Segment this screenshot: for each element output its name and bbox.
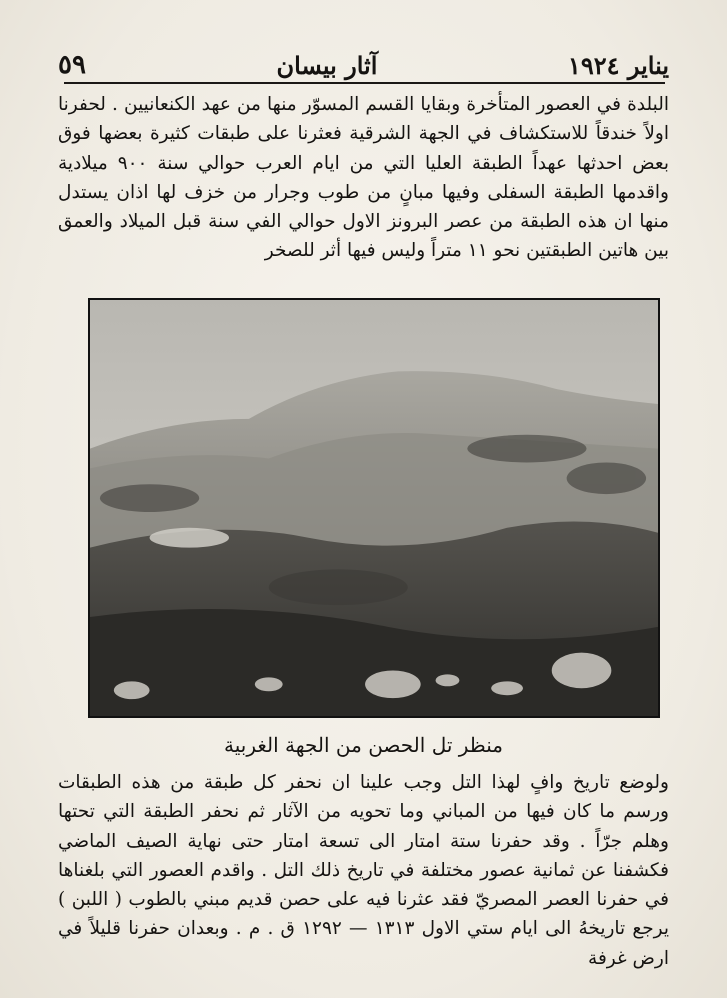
header-rule (64, 82, 665, 84)
landscape-photo-image (90, 300, 658, 716)
bottom-paragraph: ولوضع تاريخ وافٍ لهذا التل وجب علينا ان نحفر كل طبقة من هذه الطبقات ورسم ما كان فيها من المباني وما تحويه من الآثار ثم نحفر الطبقة التي تحتها وهلم جرّاً . وقد حفرنا ستة امتار الى تسعة امتار حتى نهاية الصيف الماضي فكشفنا عن ثمانية عصور مختلفة في تاريخ ذلك التل . واقدم العصور التي بلغناها في حفرنا العصر المصريّ فقد عثرنا فيه على حصن قديم مبني بالطوب ( اللبن ) يرجع تاريخهُ الى ايام ستي الاول ١٣١٣ — ١٢٩٢ ق . م . وبعدان حفرنا قليلاً في ارض غرفة (58, 772, 670, 969)
top-text-block (58, 90, 669, 266)
top-paragraph: البلدة في العصور المتأخرة وبقايا القسم المسوّر منها من عهد الكنعانيين . لحفرنا اولاً خندقاً للاستكشاف في الجهة الشرقية فعثرنا على طبقات كثيرة بعضها فوق بعض احدثها عهداً الطبقة العليا التي من ايام العرب حوالي سنة ٩٠٠ ميلادية واقدمها الطبقة السفلى وفيها مبانٍ من طوب وجرار من خزف لها اذان يستدل منها ان هذه الطبقة من عصر البرونز الاول حوالي الفي سنة قبل الميلاد والعمق بين هاتين الطبقتين نحو ١١ متراً وليس فيها أثر للصخر (58, 94, 670, 262)
figure-photo (88, 298, 660, 718)
header-date: يناير ١٩٢٤ (567, 51, 669, 80)
figure-caption: منظر تل الحصن من الجهة الغربية (224, 733, 503, 757)
header-title: آثار بيسان (276, 51, 378, 80)
page-header (58, 38, 669, 80)
page-number: ٥٩ (58, 50, 86, 80)
bottom-text-block (58, 768, 669, 973)
